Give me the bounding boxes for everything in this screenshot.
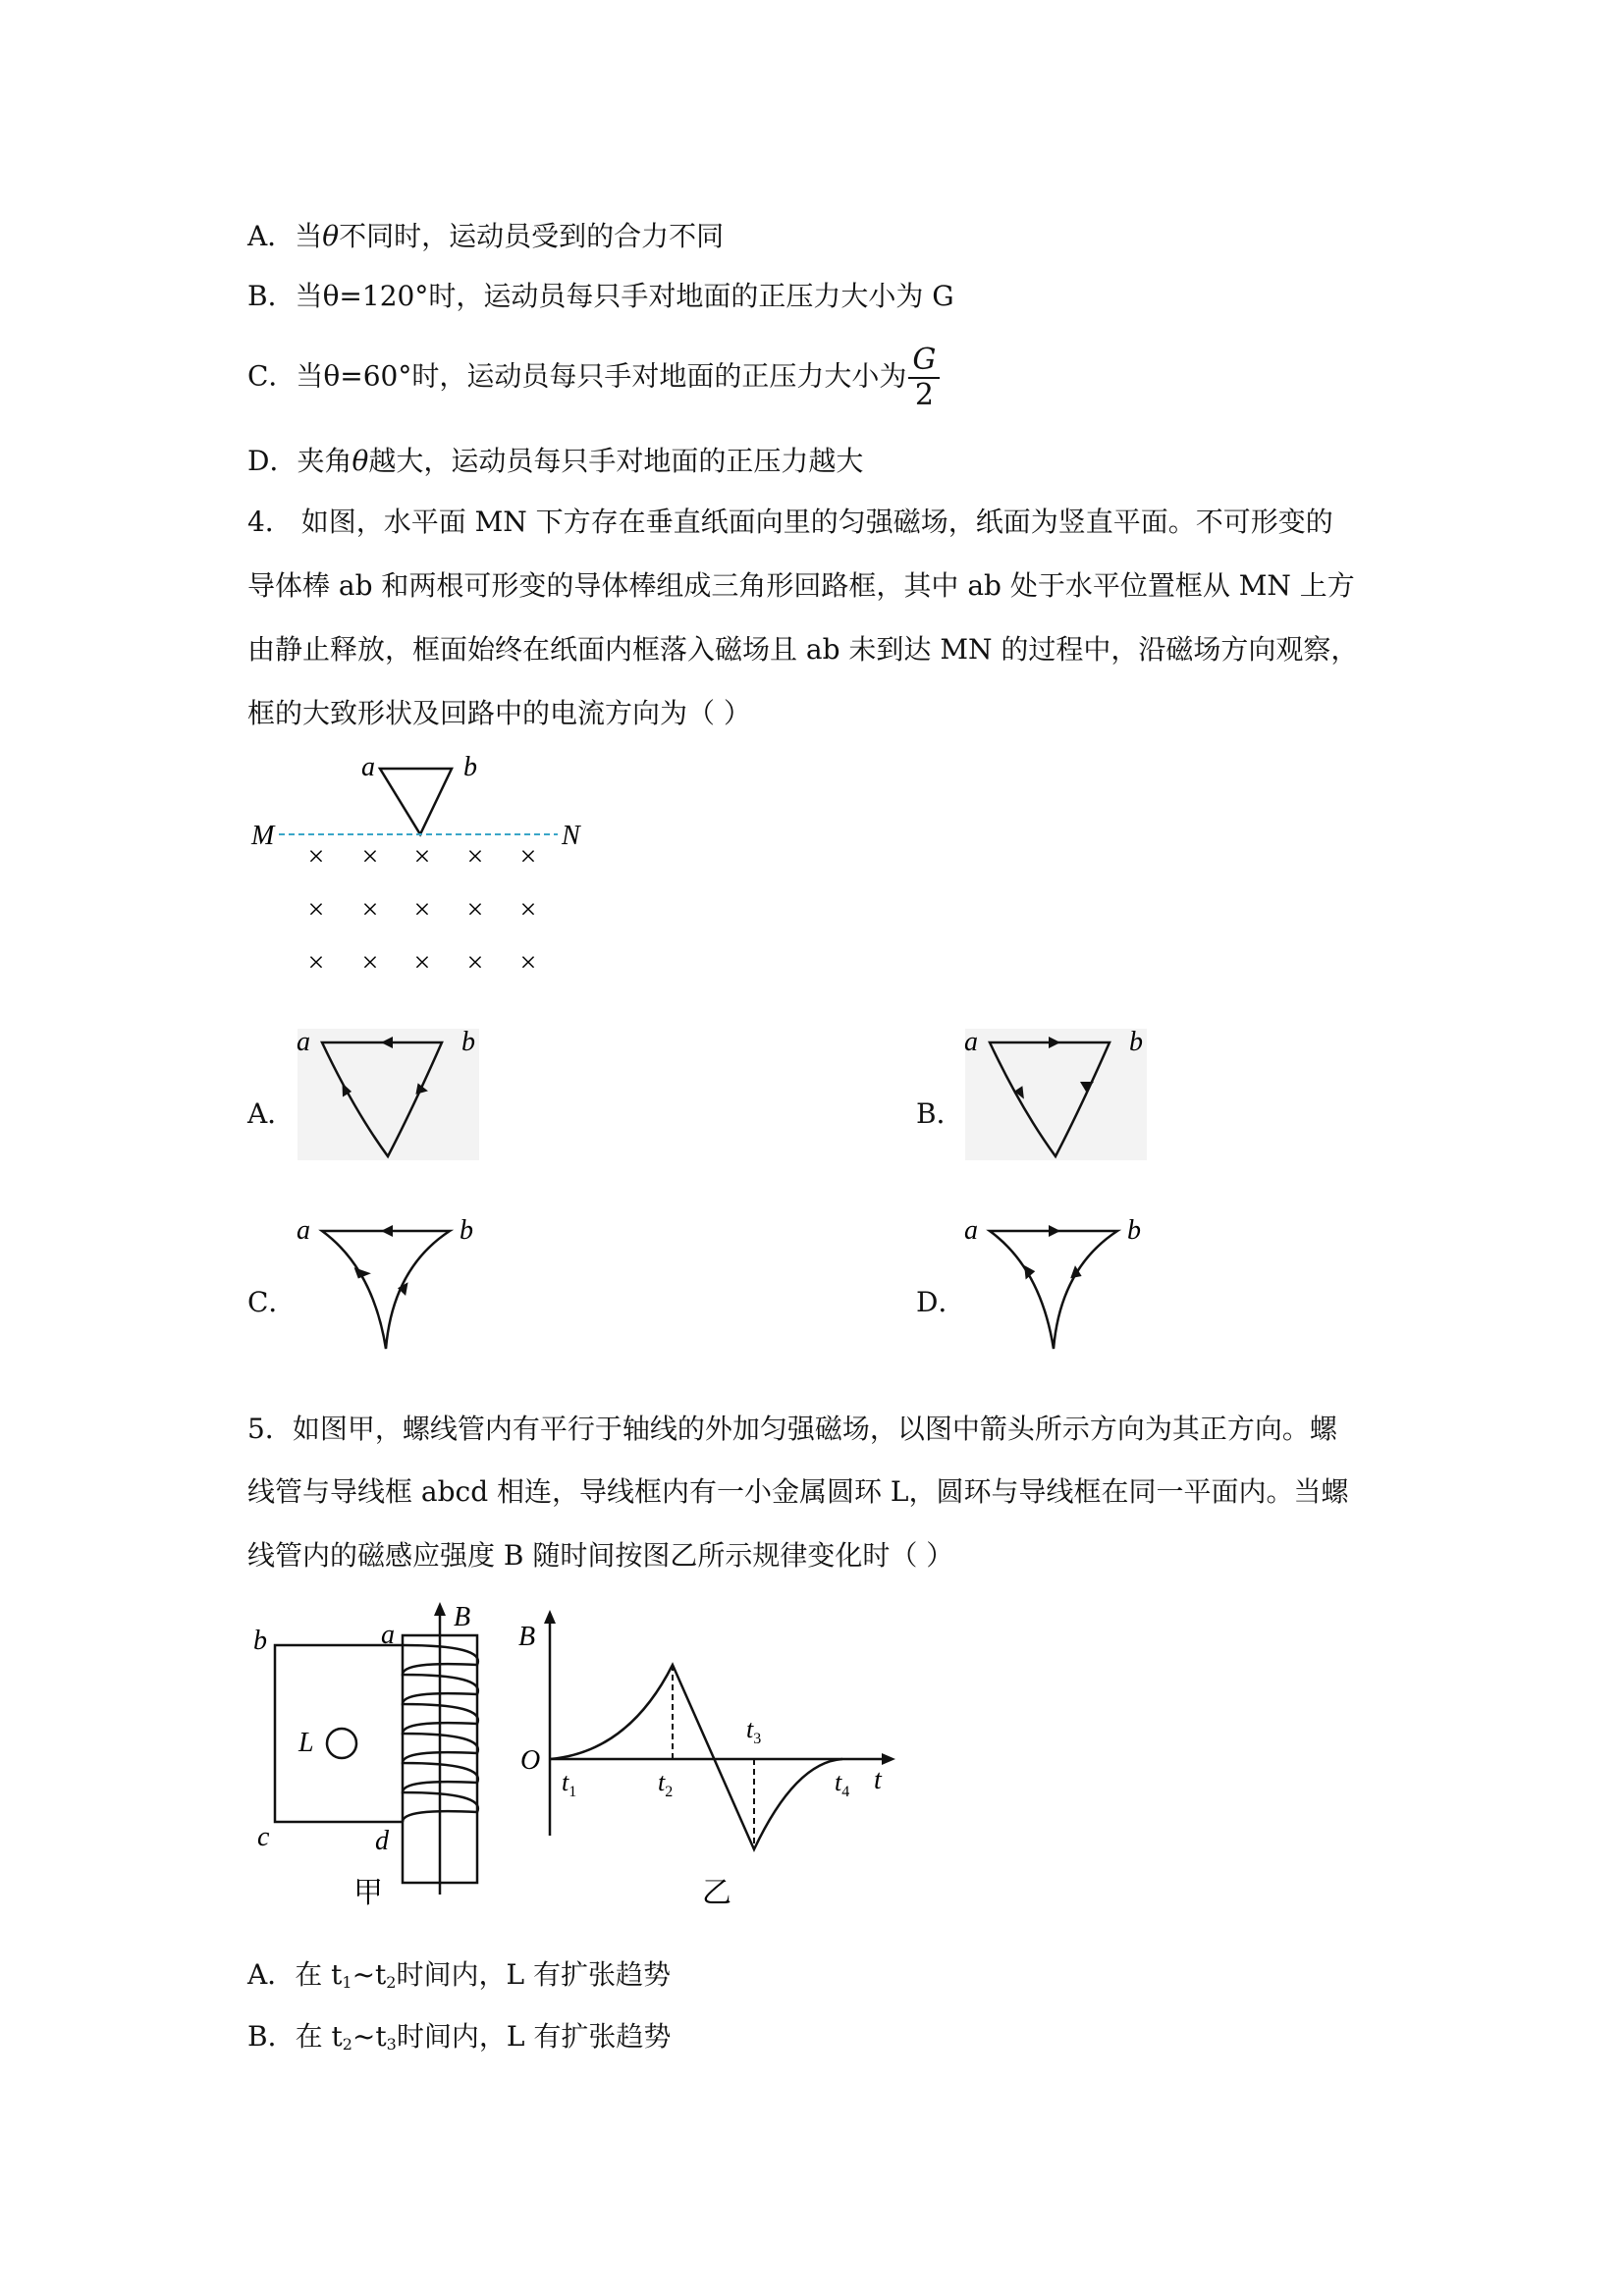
svg-text:a: a xyxy=(964,1027,978,1057)
b-curve xyxy=(550,1665,842,1849)
svg-text:t4: $t_4$ xyxy=(835,1768,850,1800)
q5-stem-line-3: 线管内的磁感应强度 B 随时间按图乙所示规律变化时（ ） xyxy=(247,1539,954,1572)
q4-option-b-figure xyxy=(962,1021,1159,1168)
q4-option-b-label: B． xyxy=(916,1097,964,1130)
svg-text:t3: $t_3$ xyxy=(746,1715,762,1747)
svg-text:乙: 乙 xyxy=(702,1877,731,1909)
label-m: M xyxy=(251,821,275,851)
magnetic-field-crosses xyxy=(308,840,537,979)
svg-text:×: × xyxy=(413,840,431,873)
svg-text:×: × xyxy=(307,946,325,979)
svg-text:a: a xyxy=(964,1215,978,1246)
q5-stem-line-2: 线管与导线框 abcd 相连，导线框内有一小金属圆环 L，圆环与导线框在同一平面内。当螺 xyxy=(247,1475,1349,1508)
svg-text:×: × xyxy=(413,893,431,926)
q5-bt-graph xyxy=(511,1610,903,1914)
svg-text:a: a xyxy=(381,1620,395,1650)
svg-text:B: B xyxy=(518,1622,536,1652)
svg-text:×: × xyxy=(466,893,484,926)
svg-text:t1: $t_1$ xyxy=(562,1768,577,1800)
svg-text:×: × xyxy=(361,840,379,873)
svg-text:t2: $t_2$ xyxy=(658,1768,674,1800)
metal-ring xyxy=(327,1729,356,1758)
svg-text:×: × xyxy=(519,946,537,979)
q4-option-c-figure xyxy=(295,1209,491,1357)
svg-text:×: × xyxy=(466,946,484,979)
label-n: N xyxy=(562,821,580,851)
svg-text:×: × xyxy=(361,893,379,926)
svg-text:甲: 甲 xyxy=(353,1877,383,1909)
q4-option-a-label: A． xyxy=(247,1097,296,1130)
svg-text:×: × xyxy=(519,840,537,873)
svg-text:O: O xyxy=(520,1745,541,1776)
svg-text:c: c xyxy=(257,1822,270,1852)
q5-stem-line-1: 5．如图甲，螺线管内有平行于轴线的外加匀强磁场，以图中箭头所示方向为其正方向。螺 xyxy=(247,1413,1337,1445)
label-b: b xyxy=(463,752,477,782)
q4-stem-line-4: 框的大致形状及回路中的电流方向为（ ） xyxy=(247,697,751,729)
q5-option-b: B．在 $t_2\sim t_3$时间内，L 有扩张趋势 xyxy=(247,2020,672,2054)
label-a: a xyxy=(361,752,375,782)
q4-stem-line-2: 导体棒 ab 和两根可形变的导体棒组成三角形回路框，其中 ab 处于水平位置框从 MN 上方 xyxy=(247,569,1355,602)
q3-option-a: A．当θ不同时，运动员受到的合力不同 xyxy=(247,220,725,252)
svg-text:b: b xyxy=(253,1626,267,1656)
svg-text:L: L xyxy=(298,1728,314,1758)
svg-text:b: b xyxy=(460,1215,473,1246)
q4-option-a-figure xyxy=(295,1021,491,1168)
svg-text:×: × xyxy=(307,893,325,926)
svg-text:d: d xyxy=(375,1826,389,1856)
q3-option-b: B．当θ=120°时，运动员每只手对地面的正压力大小为 G xyxy=(247,280,954,312)
q4-option-c-label: C． xyxy=(247,1286,297,1318)
triangle-frame xyxy=(380,769,452,834)
q3-option-c: C．当θ=60°时，运动员每只手对地面的正压力大小为 $\frac{G}{2}$ xyxy=(247,344,940,412)
q4-magnetic-field-figure xyxy=(245,746,599,982)
svg-text:b: b xyxy=(1129,1027,1143,1057)
svg-text:b: b xyxy=(461,1027,475,1057)
q3-option-d: D．夹角θ越大，运动员每只手对地面的正压力越大 xyxy=(247,445,864,477)
fraction-g-over-2: $\frac{G}{2}$ xyxy=(908,344,940,412)
q5-option-a: A．在 $t_1\sim t_2$时间内，L 有扩张趋势 xyxy=(247,1958,671,1992)
svg-text:a: a xyxy=(297,1027,310,1057)
q4-option-d-label: D． xyxy=(916,1286,966,1318)
svg-text:b: b xyxy=(1127,1215,1141,1246)
q4-stem-line-3: 由静止释放，框面始终在纸面内框落入磁场且 ab 未到达 MN 的过程中，沿磁场方向观察， xyxy=(247,633,1359,666)
svg-text:×: × xyxy=(307,840,325,873)
q5-solenoid-figure xyxy=(245,1600,501,1914)
q4-option-d-figure xyxy=(962,1209,1159,1357)
svg-text:×: × xyxy=(466,840,484,873)
svg-text:×: × xyxy=(413,946,431,979)
svg-text:×: × xyxy=(519,893,537,926)
svg-text:B: B xyxy=(454,1602,471,1632)
svg-text:t: t xyxy=(874,1765,882,1795)
svg-text:a: a xyxy=(297,1215,310,1246)
svg-text:×: × xyxy=(361,946,379,979)
q4-stem-line-1: 4． 如图，水平面 MN 下方存在垂直纸面向里的匀强磁场，纸面为竖直平面。不可形变的 xyxy=(247,506,1333,538)
